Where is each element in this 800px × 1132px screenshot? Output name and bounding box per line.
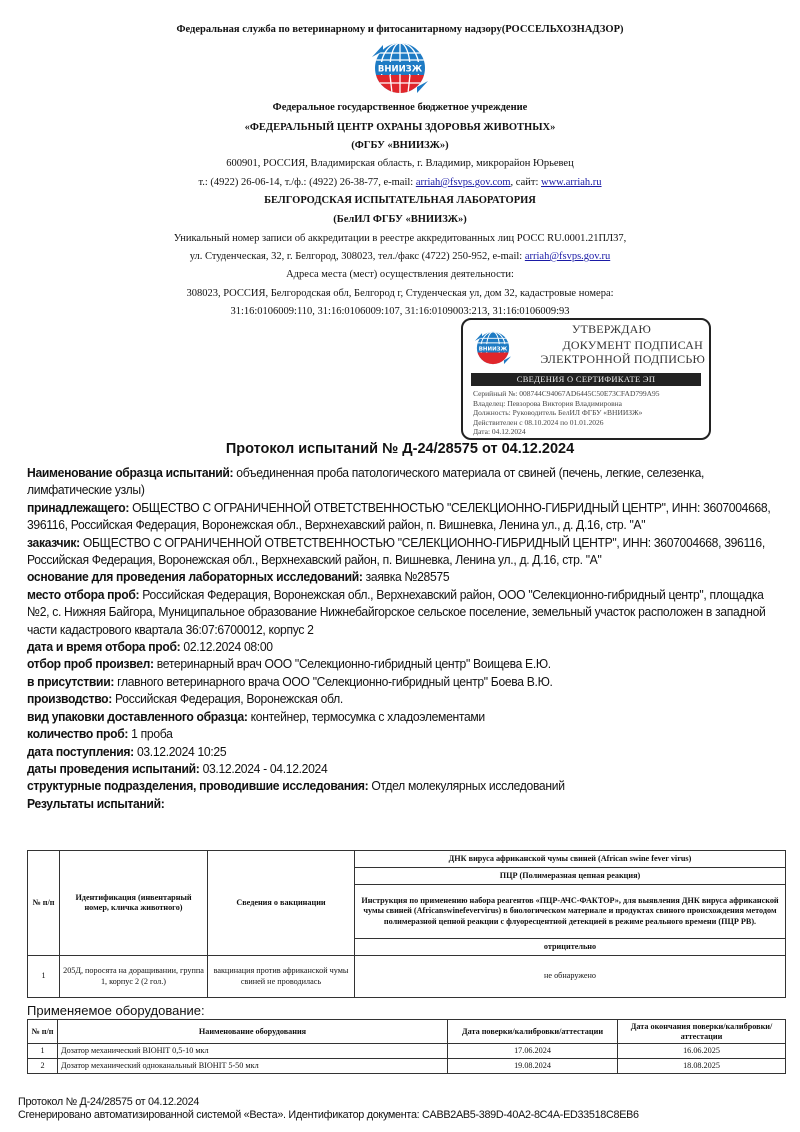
cell-vaccination: вакцинация против африканской чумы свиней не проводилась — [208, 956, 355, 998]
field-value: заявка №28575 — [362, 569, 450, 585]
field-production — [27, 690, 787, 707]
stamp-certificate-info — [473, 389, 709, 437]
field-sampling-place — [27, 586, 787, 638]
e-signature-stamp — [461, 318, 711, 440]
stamp-certificate-bar: СВЕДЕНИЯ О СЕРТИФИКАТЕ ЭП — [471, 373, 701, 386]
contacts-text: т.: (4922) 26-06-14, т./ф.: (4922) 26-38-77, e-mail: — [198, 177, 416, 188]
field-label: даты проведения испытаний: — [27, 760, 200, 776]
results-table — [27, 850, 786, 998]
stamp-validity: Действителен с 08.10.2024 по 01.01.2026 — [473, 417, 604, 427]
cell-identification: 205Д, поросята на доращивании, группа 1, корпус 2 (2 гол.) — [60, 956, 208, 998]
header-vaccination: Сведения о вакцинации — [208, 851, 355, 956]
field-sampling-datetime — [27, 638, 787, 655]
accreditation-number: Уникальный номер записи об аккредитации в реестре аккредитованных лиц РОСС RU.0001.21ПЛ37, — [173, 233, 627, 244]
field-value: ОБЩЕСТВО С ОГРАНИЧЕННОЙ ОТВЕТСТВЕННОСТЬЮ "СЕЛЕКЦИОННО-ГИБРИДНЫЙ ЦЕНТР", ИНН: 3607004668, 396116, Российская Федерация, Воронежская обл., Верхнехавский район, п. Вишневка, Ленина ул., д. Д.16, стр. "А" — [27, 534, 765, 568]
table-row — [28, 956, 786, 998]
field-customer — [27, 534, 787, 569]
site-prefix: , сайт: — [510, 177, 541, 188]
field-value: ветеринарный врач ООО "Селекционно-гибридный центр" Воищева Е.Ю. — [153, 656, 551, 672]
activity-label: Адреса места (мест) осуществления деятельности: — [286, 269, 514, 280]
field-sample-name — [27, 464, 787, 499]
cadastral-numbers: 31:16:0106009:110, 31:16:0106009:107, 31:16:0109003:213, 31:16:0106009:93 — [230, 306, 570, 317]
field-packaging — [27, 708, 787, 725]
protocol-title: Протокол испытаний № Д-24/28575 от 04.12.2024 — [225, 441, 575, 457]
stamp-logo-text: ВНИИЗЖ — [478, 346, 508, 353]
field-label: отбор проб произвел: — [27, 656, 154, 672]
results-header-row — [28, 851, 786, 868]
field-label: место отбора проб: — [27, 586, 140, 602]
field-label: в присутствии: — [27, 673, 115, 689]
stamp-position: Должность: Руководитель БелИЛ ФГБУ «ВНИИЗЖ» — [473, 408, 643, 418]
eq-header-end: Дата окончания поверки/калибровки/аттестации — [618, 1020, 786, 1044]
header-instruction: Инструкция по применению набора реагентов «ПЦР-АЧС-ФАКТОР», для выявления ДНК вируса африканской чумы свиней (Africanswinefevervirus) в биологическом материале и продуктах свиного происхождения методом полимеразной цепной реакции с флуоресцентной детекцией в режиме реального времени (ПЦР РВ). — [355, 885, 786, 939]
eq-header-name: Наименование оборудования — [58, 1020, 448, 1044]
header-norm: отрицительно — [355, 939, 786, 956]
field-departments — [27, 777, 787, 794]
field-test-dates — [27, 760, 787, 777]
header-method: ПЦР (Полимеразная цепная реакция) — [355, 868, 786, 885]
lab-name: БЕЛГОРОДСКАЯ ИСПЫТАТЕЛЬНАЯ ЛАБОРАТОРИЯ — [264, 195, 536, 206]
email-link[interactable]: arriah@fsvps.gov.com — [415, 177, 511, 188]
eq-num: 2 — [28, 1059, 58, 1074]
field-value: главного ветеринарного врача ООО "Селекционно-гибридный центр" Боева В.Ю. — [114, 673, 553, 689]
cell-result: не обнаружено — [355, 956, 786, 998]
stamp-serial: Серийный №: 008744C94067AD6445C50E73CFAD799A95 — [473, 389, 660, 398]
field-label: принадлежащего: — [27, 499, 130, 515]
institution-address: 600901, РОССИЯ, Владимирская область, г. Владимир, микрорайон Юрьевец — [226, 158, 574, 169]
institution-name: «ФЕДЕРАЛЬНЫЙ ЦЕНТР ОХРАНЫ ЗДОРОВЬЯ ЖИВОТНЫХ» — [244, 122, 556, 133]
lab-email-link[interactable]: arriah@fsvps.gov.ru — [524, 251, 611, 262]
field-value: 1 проба — [128, 726, 173, 742]
field-label: производство: — [27, 691, 112, 707]
eq-name: Дозатор механический BIOHIT 0,5-10 мкл — [58, 1044, 448, 1059]
agency-name: Федеральная служба по ветеринарному и фитосанитарному надзору(РОССЕЛЬХОЗНАДЗОР) — [176, 24, 624, 35]
field-basis — [27, 568, 787, 585]
lab-address-text: ул. Студенческая, 32, г. Белгород, 308023, тел./факс (4722) 250-952, e-mail: — [189, 251, 525, 262]
eq-end: 16.06.2025 — [618, 1044, 786, 1059]
field-label: Наименование образца испытаний: — [27, 465, 234, 480]
stamp-date: Дата: 04.12.2024 — [473, 427, 526, 437]
field-value: Российская Федерация, Воронежская обл., Верхнехавский район, ООО "Селекционно-гибридный центр", площадка №2, с. Нижняя Байгора, Муниципальное образование Нижнебайгорское сельское поселение, земельный участок расположен в западной части кадастрового квартала 36:07:6700012, корпус 2 — [27, 586, 766, 637]
field-in-presence — [27, 673, 787, 690]
eq-end: 18.08.2025 — [618, 1059, 786, 1074]
table-row — [28, 1044, 786, 1059]
field-results-heading — [27, 795, 787, 812]
field-value: Российская Федерация, Воронежская обл. — [111, 691, 343, 707]
field-received-date — [27, 743, 787, 760]
field-sample-count — [27, 725, 787, 742]
results-heading: Результаты испытаний: — [27, 795, 165, 811]
stamp-approve: УТВЕРЖДАЮ — [571, 322, 651, 336]
header-identification: Идентификация (инвентарный номер, кличка животного) — [60, 851, 208, 956]
field-value: 03.12.2024 10:25 — [133, 743, 227, 759]
field-value: контейнер, термосумка с хладоэлементами — [247, 708, 485, 724]
field-label: основание для проведения лабораторных исследований: — [27, 569, 363, 585]
institution-short: (ФГБУ «ВНИИЗЖ») — [351, 140, 449, 151]
activity-address: 308023, РОССИЯ, Белгородская обл, Белгород г, Студенческая ул, дом 32, кадастровые номера: — [186, 288, 614, 299]
lab-short: (БелИЛ ФГБУ «ВНИИЗЖ») — [333, 214, 467, 225]
equipment-table — [27, 1019, 786, 1074]
field-value: Отдел молекулярных исследований — [368, 778, 565, 794]
stamp-owner: Владелец: Певзорова Виктория Владимировна — [473, 398, 622, 408]
field-sampled-by — [27, 655, 787, 672]
field-owner — [27, 499, 787, 534]
table-row — [28, 1059, 786, 1074]
eq-header-date: Дата поверки/калибровки/аттестации — [448, 1020, 618, 1044]
eq-date: 19.08.2024 — [448, 1059, 618, 1074]
site-link[interactable]: www.arriah.ru — [541, 177, 602, 188]
field-label: дата и время отбора проб: — [27, 639, 181, 655]
footer-protocol: Протокол № Д-24/28575 от 04.12.2024 — [18, 1096, 200, 1108]
stamp-electronic: ЭЛЕКТРОННОЙ ПОДПИСЬЮ — [540, 352, 705, 366]
institution-type: Федеральное государственное бюджетное учреждение — [272, 102, 528, 113]
field-label: заказчик: — [27, 534, 80, 550]
cell-num: 1 — [28, 956, 60, 998]
eq-name: Дозатор механический одноканальный BIOHIT 5-50 мкл — [58, 1059, 448, 1074]
stamp-signed: ДОКУМЕНТ ПОДПИСАН — [562, 338, 703, 352]
field-label: вид упаковки доставленного образца: — [27, 708, 248, 724]
field-value: объединенная проба патологического материала от свиней (печень, легкие, селезенка, лимфатические узлы) — [27, 465, 705, 498]
header-target: ДНК вируса африканской чумы свиней (African swine fever virus) — [355, 851, 786, 868]
logo-text: ВНИИЗЖ — [377, 64, 423, 75]
equipment-header-row — [28, 1020, 786, 1044]
equipment-caption: Применяемое оборудование: — [27, 1003, 205, 1018]
vniizzh-logo-icon — [369, 37, 431, 99]
lab-address — [0, 250, 800, 263]
protocol-fields — [27, 464, 787, 812]
field-label: структурные подразделения, проводившие исследования: — [27, 778, 369, 794]
eq-header-num: № п/п — [28, 1020, 58, 1044]
field-value: 02.12.2024 08:00 — [180, 639, 273, 655]
header-num: № п/п — [28, 851, 60, 956]
institution-contacts — [0, 176, 800, 189]
field-value: ОБЩЕСТВО С ОГРАНИЧЕННОЙ ОТВЕТСТВЕННОСТЬЮ "СЕЛЕКЦИОННО-ГИБРИДНЫЙ ЦЕНТР", ИНН: 3607004668, 396116, Российская Федерация, Воронежская обл., Верхнехавский район, п. Вишневка, Ленина ул., д. Д.16, стр. "А" — [27, 499, 771, 533]
footer-generated: Сгенерировано автоматизированной системой «Веста». Идентификатор документа: CABB2AB5-389D-40A2-8C4A-ED33518C8EB6 — [18, 1109, 639, 1121]
eq-date: 17.06.2024 — [448, 1044, 618, 1059]
field-label: дата поступления: — [27, 743, 134, 759]
field-value: 03.12.2024 - 04.12.2024 — [199, 760, 328, 776]
field-label: количество проб: — [27, 726, 129, 742]
eq-num: 1 — [28, 1044, 58, 1059]
